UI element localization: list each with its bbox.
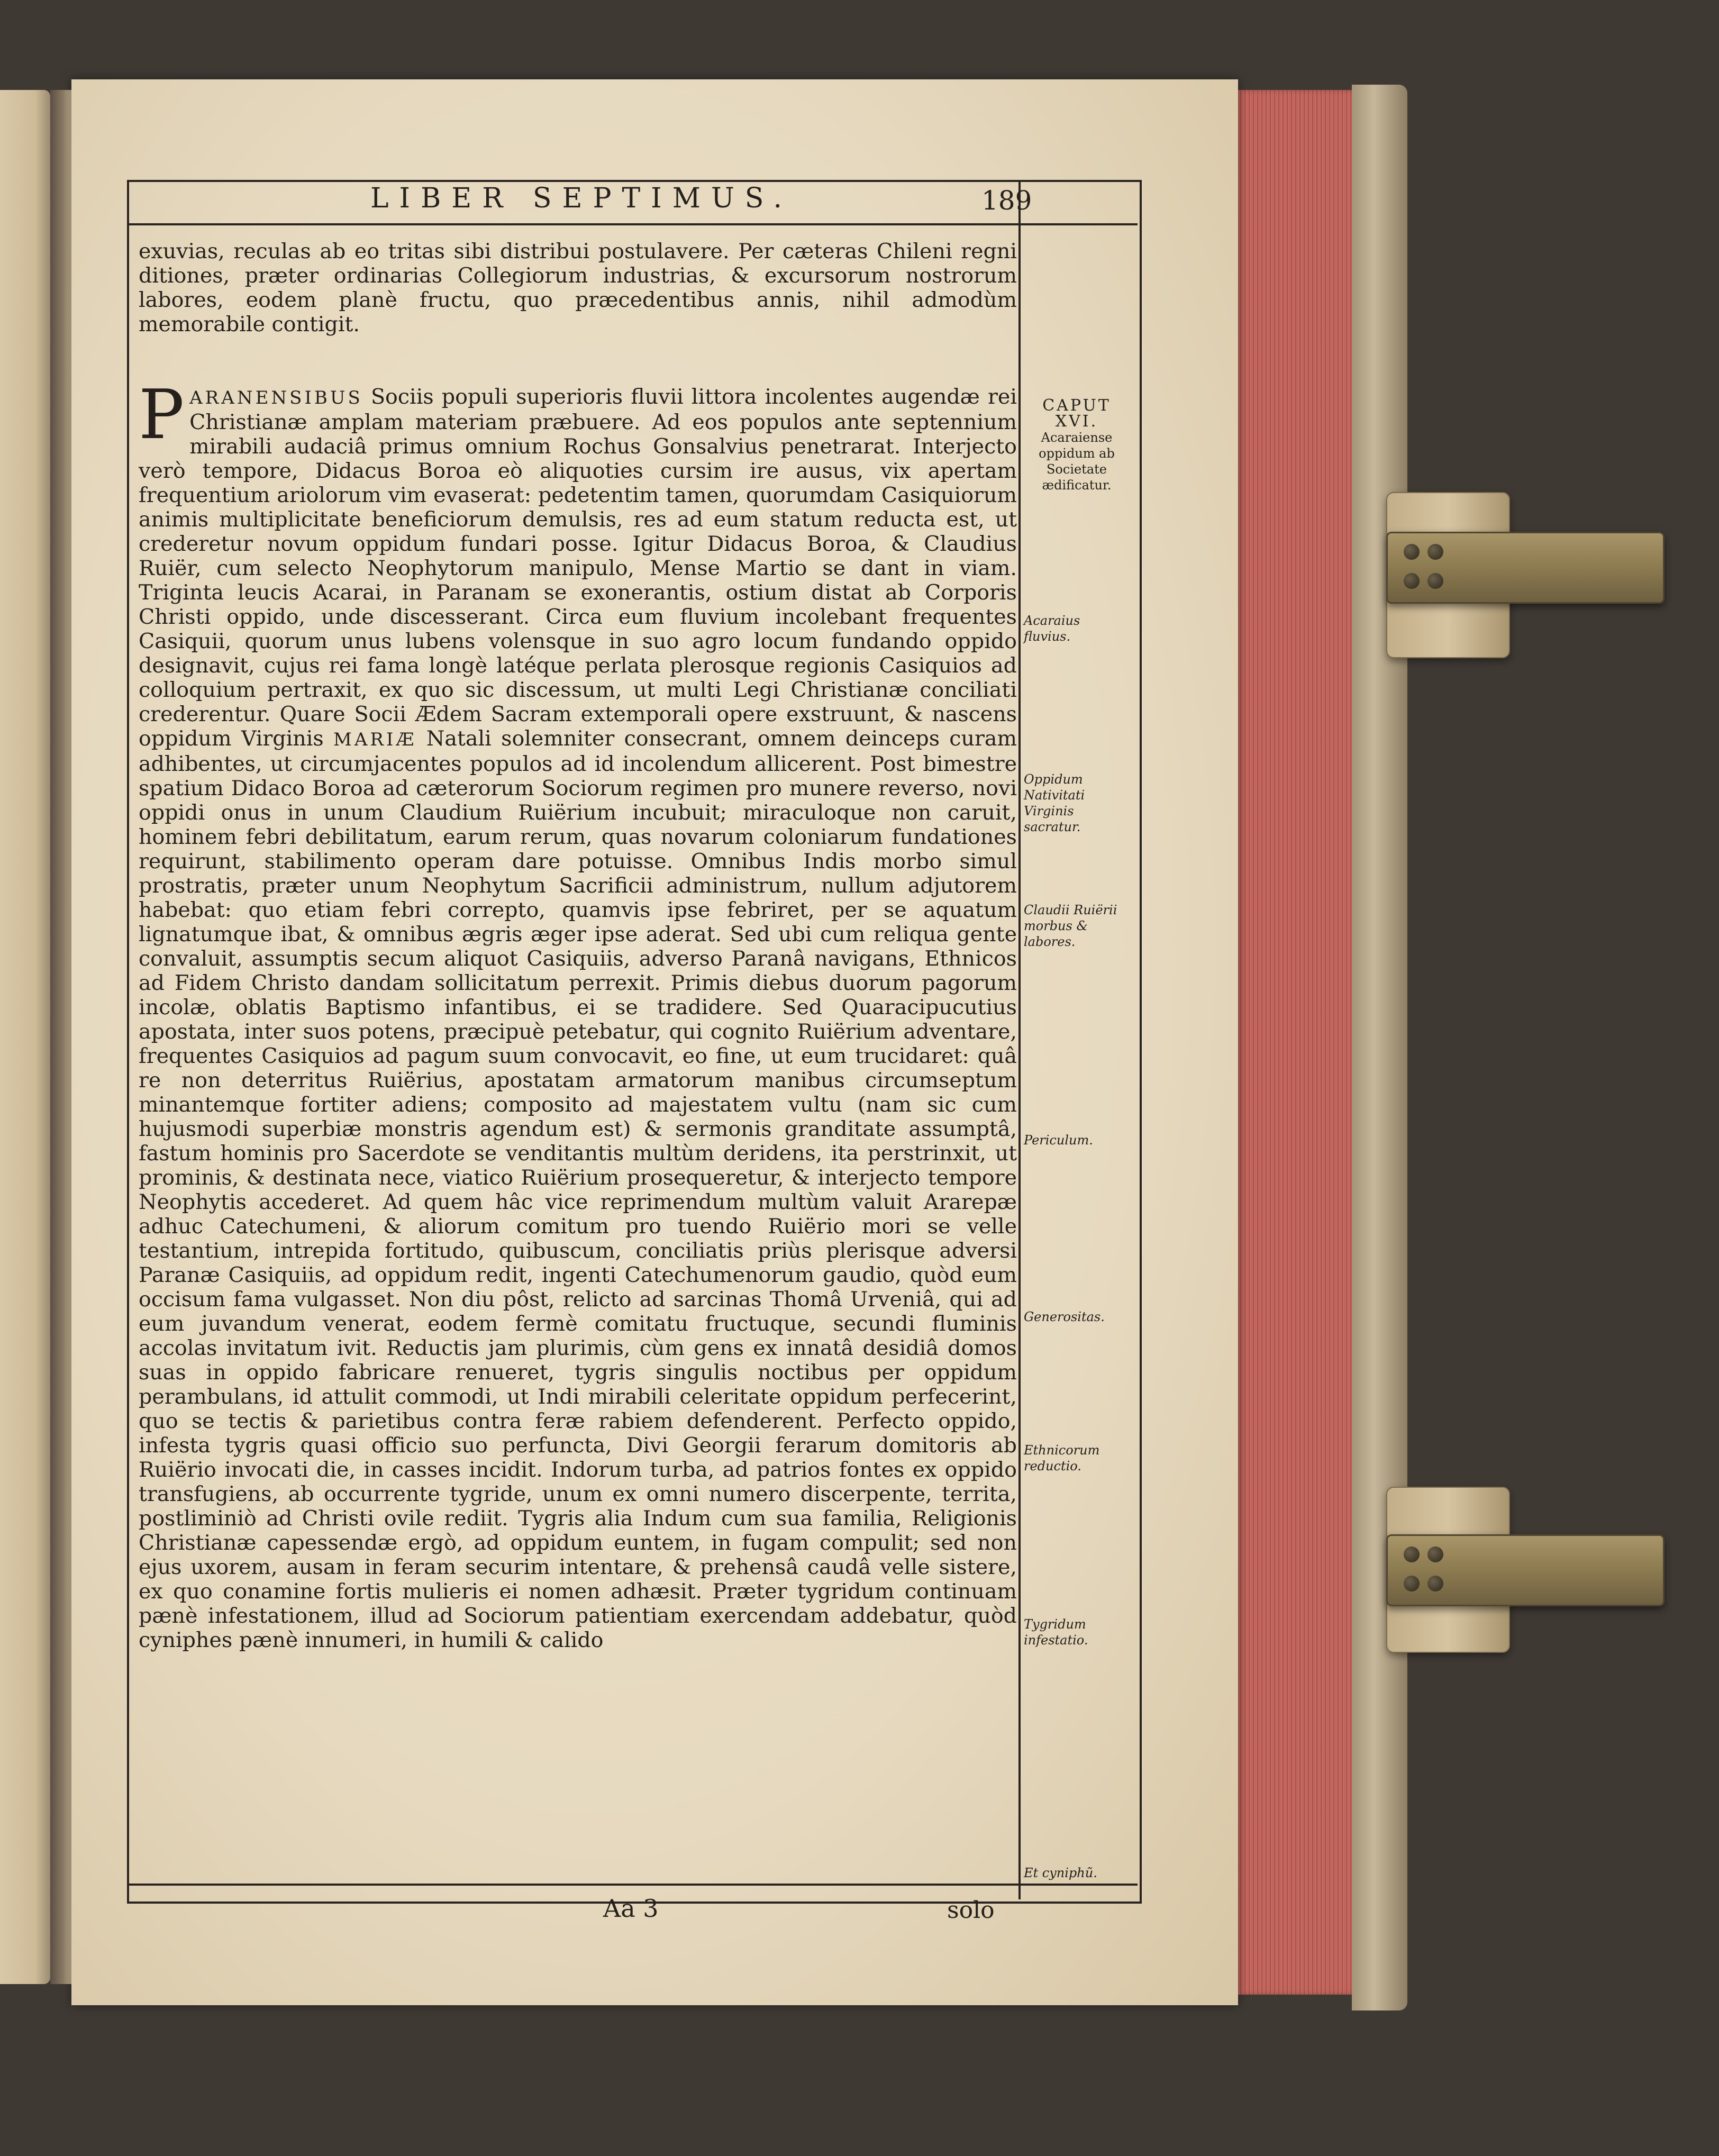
signature-mark: Aa 3 (603, 1894, 659, 1923)
caput-number: XVI. (1055, 412, 1098, 431)
margin-note-generositas: Generositas. (1024, 1309, 1105, 1324)
margin-note-morbus: Claudii Ruiërii morbus & labores. (1024, 903, 1117, 949)
margin-note-oppidum: Oppidum Nativitati Virginis sacratur. (1024, 772, 1085, 834)
name-small-caps: MARIÆ (333, 729, 417, 750)
drop-cap: P (139, 376, 185, 454)
rivet-icon (1427, 544, 1443, 560)
rivet-icon (1404, 1576, 1420, 1591)
paragraph-text-a: Sociis populi superioris fluvii littora incolentes augendæ rei Christianæ amplam materiam præbuere. Ad eos populos ante septennium mirabili audaciâ primus omnium Rochus Gonsalvius penetrarat. Interjecto verò tempore, Didacus Boroa eò aliquoties cursim ire ausus, vix apertam frequentium ariolorum vim evaserat: pedetentim tamen, quorumdam Casiquiorum animis multiplicitate beneficiorum demulsis, res ad eum statum reducta est, ut crederetur novum oppidum fundari posse. Igitur Didacus Boroa, & Claudius Ruiër, cum selecto Neophytorum manipulo, Mense Martio se dant in viam. Triginta leucis Acarai, in Paranam se exonerantis, ostium distat ab Corporis Christi oppido, unde discesserant. Circa eum fluvium incolebant frequentes Casiquii, quorum unus lubens volensque in suo agro locum fundando oppido designavit, cujus rei fama longè latéque perlata plerosque regionis Casiquios ad colloquium pertraxit, ex quo sic discessum, ut multi Legi Christianæ conciliati crederentur. Quare Socii Ædem Sacram extemporali opere exstruunt, & nascens oppidum Virginis (139, 385, 1017, 751)
clasp-upper (1386, 532, 1665, 604)
catchword: solo (947, 1897, 995, 1924)
caput-label: CAPUT (1042, 396, 1111, 415)
facing-page-edge (0, 90, 50, 1984)
rivet-icon (1427, 1576, 1443, 1591)
caput-summary: Acaraiense oppidum ab Societate ædificatur. (1039, 430, 1115, 493)
lead-small-caps: ARANENSIBUS (189, 387, 363, 408)
margin-note-cyniphes: Et cyniphũ. (1024, 1866, 1097, 1880)
red-page-edges (1238, 90, 1352, 1995)
rivet-icon (1404, 544, 1420, 560)
rivet-icon (1404, 573, 1420, 589)
margin-note-periculum: Periculum. (1024, 1133, 1093, 1148)
rivet-icon (1404, 1547, 1420, 1562)
book-gutter (50, 90, 71, 1984)
cover-board (1352, 85, 1407, 2011)
margin-note-ethnicorum: Ethnicorum reductio. (1024, 1443, 1100, 1473)
margin-column-rule (1018, 180, 1021, 1899)
main-paragraph (139, 376, 1017, 1652)
rivet-icon (1427, 1547, 1443, 1562)
clasp-lower (1386, 1534, 1665, 1606)
margin-note-acaraius: Acaraius fluvius. (1024, 613, 1080, 644)
rivet-icon (1427, 573, 1443, 589)
head-rule (127, 223, 1138, 225)
foot-rule (127, 1884, 1138, 1886)
page-number: 189 (981, 185, 1032, 216)
running-head: LIBER SEPTIMUS. (370, 183, 793, 214)
margin-note-tygridum: Tygridum infestatio. (1024, 1617, 1088, 1648)
top-paragraph: exuvias, reculas ab eo tritas sibi distribui postulavere. Per cæteras Chileni regni ditiones, præter ordinarias Collegiorum industrias, & excursorum nostrorum labores, eodem planè fructu, quo præcedentibus annis, nihil admodùm memorabile contigit. (139, 239, 1017, 336)
margin-note-caput (1024, 398, 1130, 493)
paragraph-text-b: Natali solemniter consecrant, omnem deinceps curam adhibentes, ut circumjacentes populos ad id incolendum allicerent. Post bimestre spatium Didaco Boroa ad cæterorum Sociorum regimen pro munere reverso, novi oppidi onus in unum Claudium Ruiërium incubuit; miraculoque non caruit, hominem febri debilitatum, earum rerum, quas novarum coloniarum fundationes requirunt, stabilimento operam dare potuisse. Omnibus Indis morbo simul prostratis, præter unum Neophytum Sacrificii administrum, nullum adjutorem habebat: quo etiam febri correpto, quamvis ipse febriret, per se aquatum lignatumque ibat, & omnibus ægris æger ipse aderat. Sed ubi cum reliqua gente convaluit, assumptis secum aliquot Casiquiis, adverso Paranâ navigans, Ethnicos ad Fidem Christo dandam sollicitatum perrexit. Primis diebus duorum pagorum incolæ, oblatis Baptismo infantibus, ei se tradidere. Sed Quaracipucutius apostata, inter suos potens, præcipuè petebatur, qui cognito Ruiërium adventare, frequentes Casiquios ad pagum suum convocavit, eo fine, ut eum trucidaret: quâ re non deterritus Ruiërius, apostatam armatorum manibus circumseptum minantemque fortiter adiens; composito ad majestatem vultu (nam sic cum hujusmodi superbiæ monstris agendum est) & sermonis granditate assumptâ, fastum hominis pro Sacerdote se venditantis multùm deridens, ita perstrinxit, ut prominis, & destinata nece, viatico Ruiërium prosequeretur, & interjecto tempore Neophytis accederet. Ad quem hâc vice reprimendum multùm valuit Ararepæ adhuc Catechumeni, & aliorum comitum pro tuendo Ruiërio mori se velle testantium, intrepida fortitudo, quibuscum, conciliatis priùs plerisque adversi Paranæ Casiquiis, ad oppidum redit, ingenti Catechumenorum gaudio, quòd eum occisum fama vulgasset. Non diu pôst, relicto ad sarcinas Thomâ Urveniâ, qui ad eum juvandum venerat, eodem fermè comitatu fructuque, secundi fluminis accolas invitatum ivit. Reductis jam plurimis, cùm gens ex innatâ desidiâ domos suas in oppido fabricare renueret, tygris singulis noctibus per oppidum perambulans, id attulit commodi, ut Indi mirabili celeritate oppidum perfecerint, quo se tectis & parietibus contra feræ rabiem defenderent. Perfecto oppido, infesta tygris quasi officio suo perfuncta, Divi Georgii ferarum domitoris ab Ruiërio invocati die, in casses incidit. Indorum turba, ad patrios fontes ex oppido transfugiens, ab occurrente tygride, unum ex omni numero discerpente, territa, postliminiò ad Christi ovile rediit. Tygris alia Indum cum sua familia, Religionis Christianæ capessendæ ergò, ad oppidum euntem, in fugam compulit; sed non ejus uxorem, ausam in feram securim intentare, & prehensâ caudâ velle sistere, ex quo conamine fortis mulieris ei nomen adhæsit. Præter tygridum continuam pænè infestationem, illud ad Sociorum patientiam exercendam addebatur, quòd cyniphes pænè innumeri, in humili & calido (139, 726, 1017, 1652)
